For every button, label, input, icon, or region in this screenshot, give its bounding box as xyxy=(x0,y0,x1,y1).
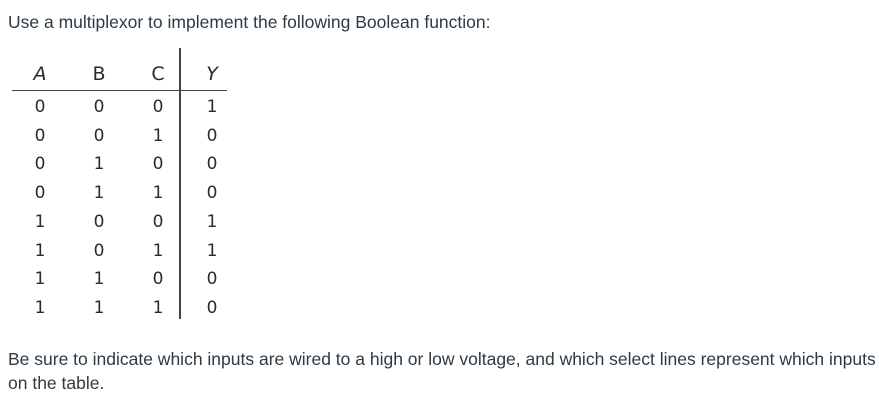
column-header-b: B xyxy=(92,63,106,85)
table-cell-y: 1 xyxy=(206,211,218,232)
table-cell-a: 0 xyxy=(34,97,46,117)
table-cell-y: 1 xyxy=(206,97,218,117)
table-cell-y: 0 xyxy=(206,269,218,290)
table-cell-b: 1 xyxy=(93,269,105,290)
table-cell-y: 0 xyxy=(206,183,218,204)
table-cell-c: 0 xyxy=(152,154,164,175)
table-cell-b: 0 xyxy=(93,97,105,117)
table-cell-y: 0 xyxy=(206,154,218,175)
table-cell-a: 1 xyxy=(34,211,46,232)
table-cell-b: 0 xyxy=(93,240,105,261)
table-cell-a: 0 xyxy=(34,125,46,146)
table-cell-y: 0 xyxy=(206,297,218,318)
header-divider xyxy=(12,90,227,91)
column-header-y: Y xyxy=(206,63,218,85)
table-cell-a: 1 xyxy=(34,240,46,261)
table-cell-c: 0 xyxy=(152,269,164,290)
table-cell-b: 1 xyxy=(93,183,105,204)
instructions-text: Be sure to indicate which inputs are wired to a high or low voltage, and which select lines represent which inputs on the table. xyxy=(8,349,876,393)
table-cell-a: 0 xyxy=(34,183,46,204)
table-cell-y: 0 xyxy=(206,125,218,146)
table-cell-b: 1 xyxy=(93,297,105,318)
table-cell-y: 1 xyxy=(206,240,218,261)
table-cell-b: 1 xyxy=(93,154,105,175)
table-cell-b: 0 xyxy=(93,211,105,232)
table-cell-c: 1 xyxy=(152,297,164,318)
table-cell-c: 0 xyxy=(152,97,164,117)
table-cell-b: 0 xyxy=(93,125,105,146)
table-cell-c: 1 xyxy=(152,125,164,146)
question-text: Use a multiplexor to implement the following Boolean function: xyxy=(8,12,491,32)
output-divider xyxy=(179,48,181,319)
table-cell-a: 0 xyxy=(34,154,46,175)
table-cell-a: 1 xyxy=(34,297,46,318)
column-header-c: C xyxy=(151,63,165,85)
table-cell-c: 0 xyxy=(152,211,164,232)
table-cell-c: 1 xyxy=(152,183,164,204)
table-cell-c: 1 xyxy=(152,240,164,261)
table-cell-a: 1 xyxy=(34,269,46,290)
truth-table xyxy=(12,63,227,319)
column-header-a: A xyxy=(33,63,47,85)
